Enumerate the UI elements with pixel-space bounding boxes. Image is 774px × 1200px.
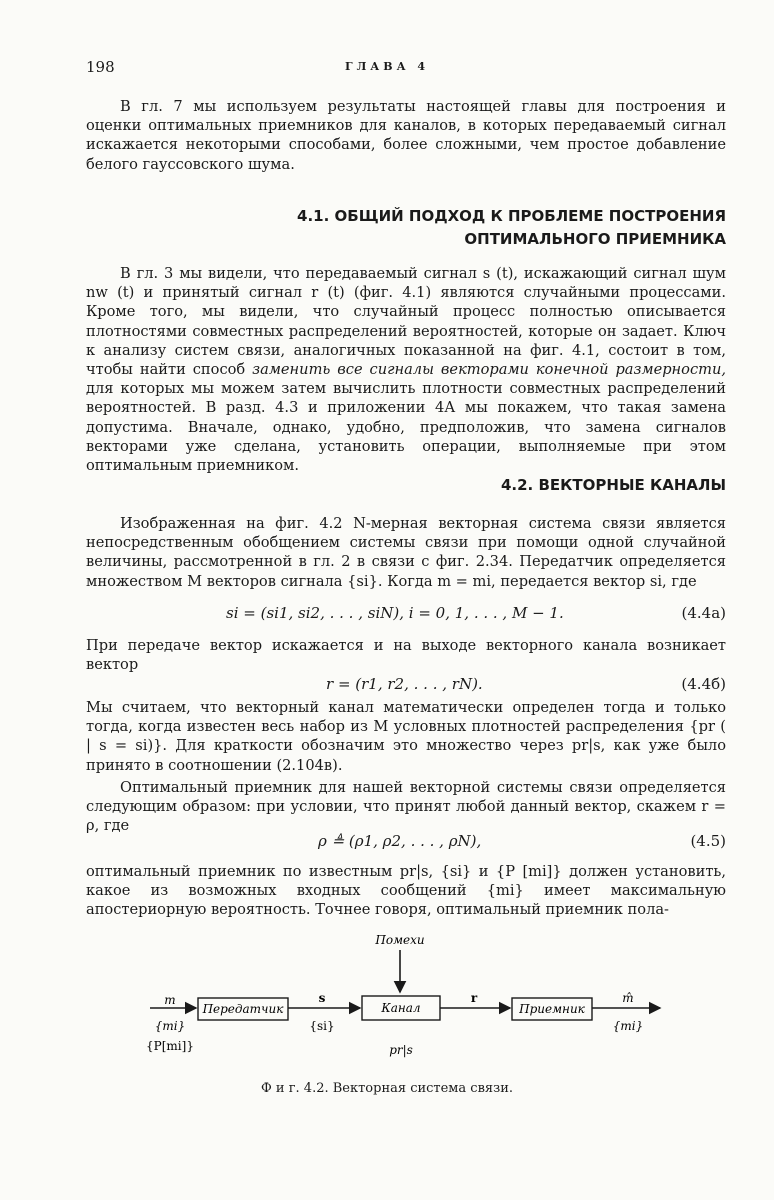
channel-density: pr|s	[389, 1043, 413, 1057]
figure-4-2-diagram	[140, 930, 680, 1080]
paragraph-c-block	[86, 636, 726, 674]
intro-paragraph: В гл. 7 мы используем результаты настоящей главы для построения и оценки оптимальных приемников для каналов, в которых передаваемый сигнал искажается некоторыми способами, более сложными, чем простое добавление белого гауссовского шума.	[86, 98, 726, 173]
section-4-1-title-line1: 4.1. ОБЩИЙ ПОДХОД К ПРОБЛЕМЕ ПОСТРОЕНИЯ	[297, 207, 726, 225]
intro-paragraph-block	[86, 97, 726, 174]
paragraph-a-text: В гл. 3 мы видели, что передаваемый сигнал s (t), искажающий сигнал шум nw (t) и принятый сигнал r (t) (фиг. 4.1) являются случайными процессами. Кроме того, мы видели, что случайный процесс полностью описывается плотностями совместных распределений вероятностей, которые он задает. Ключ к анализу систем связи, аналогичных показанной на фиг. 4.1, состоит в том, чтобы найти способ	[86, 265, 726, 379]
channel-label: Канал	[381, 1001, 421, 1015]
running-head	[86, 58, 732, 80]
received-symbol: r	[470, 991, 478, 1005]
page-number: 198	[86, 58, 115, 76]
section-4-1-title-line2: ОПТИМАЛЬНОГО ПРИЕМНИКА	[464, 230, 726, 248]
figure-caption: Ф и г. 4.2. Векторная система связи.	[261, 1081, 513, 1096]
paragraph-a-emphasis: заменить все сигналы векторами конечной размерности,	[252, 361, 726, 379]
section-4-2-heading	[86, 474, 726, 497]
section-4-1-heading	[86, 205, 726, 251]
input-symbol: m	[164, 993, 176, 1007]
paragraph-d-block	[86, 698, 726, 775]
equation-4-5-expression: ρ ≜ (ρ1, ρ2, . . . , ρN),	[318, 832, 482, 850]
paragraph-e: Оптимальный приемник для нашей векторной системы связи определяется следующим образом: при условии, что принят любой данный вектор, скажем r = ρ, где	[86, 779, 726, 835]
paragraph-f-block	[86, 862, 726, 920]
paragraph-e-block	[86, 778, 726, 836]
equation-4-5	[86, 832, 726, 854]
input-set: {mi}	[154, 1019, 186, 1033]
equation-4-5-number: (4.5)	[690, 832, 726, 850]
signal-symbol: s	[318, 991, 326, 1005]
equation-4-4b-expression: r = (r1, r2, . . . , rN).	[326, 675, 483, 693]
section-4-2-title: 4.2. ВЕКТОРНЫЕ КАНАЛЫ	[500, 476, 726, 494]
equation-4-4a-expression: si = (si1, si2, . . . , siN), i = 0, 1, . . . , M − 1.	[226, 604, 564, 622]
paragraph-a	[86, 264, 726, 475]
paragraph-d: Мы считаем, что векторный канал математически определен тогда и только тогда, когда известен весь набор из M условных плотностей распределения {pr ( | s = si)}. Для краткости обозначим это множество через pr|s, как уже было принято в соотношении (2.104в).	[86, 699, 726, 774]
noise-label: Помехи	[375, 933, 425, 947]
receiver-label: Приемник	[519, 1002, 585, 1016]
paragraph-a-tail: для которых мы можем затем вычислить плотности совместных распределений вероятностей. В разд. 4.3 и приложении 4А мы покажем, что такая замена допустима. Вначале, однако, удобно, предположив, что замена сигналов векторами уже сделана, установить операции, выполняемые при этом оптимальным приемником.	[86, 380, 726, 475]
transmitter-label: Передатчик	[202, 1002, 284, 1016]
chapter-title: ГЛАВА 4	[344, 60, 430, 73]
section-4-1-body	[86, 264, 726, 475]
equation-4-4b-number: (4.4б)	[681, 675, 726, 693]
output-set: {mi}	[612, 1019, 644, 1033]
equation-4-4b	[86, 675, 726, 697]
equation-4-4a-number: (4.4а)	[681, 604, 726, 622]
paragraph-f: оптимальный приемник по известным pr|s, {si} и {P [mi]} должен установить, какое из возможных входных сообщений {mi} имеет максимальную апостериорную вероятность. Точнее говоря, оптимальный приемник пола-	[86, 863, 726, 919]
paragraph-b: Изображенная на фиг. 4.2 N-мерная векторная система связи является непосредственным обобщением системы связи при помощи одной случайной величины, рассмотренной в гл. 2 в связи с фиг. 2.34. Передатчик определяется множеством M векторов сигнала {si}. Когда m = mi, передается вектор si, где	[86, 515, 726, 590]
paragraph-c: При передаче вектор искажается и на выходе векторного канала возникает вектор	[86, 637, 726, 674]
signal-set: {si}	[309, 1019, 335, 1033]
paragraph-b-block	[86, 514, 726, 591]
input-probabilities: {P[mi]}	[146, 1039, 194, 1053]
equation-4-4a	[86, 604, 726, 626]
output-symbol: m̂	[622, 991, 634, 1005]
